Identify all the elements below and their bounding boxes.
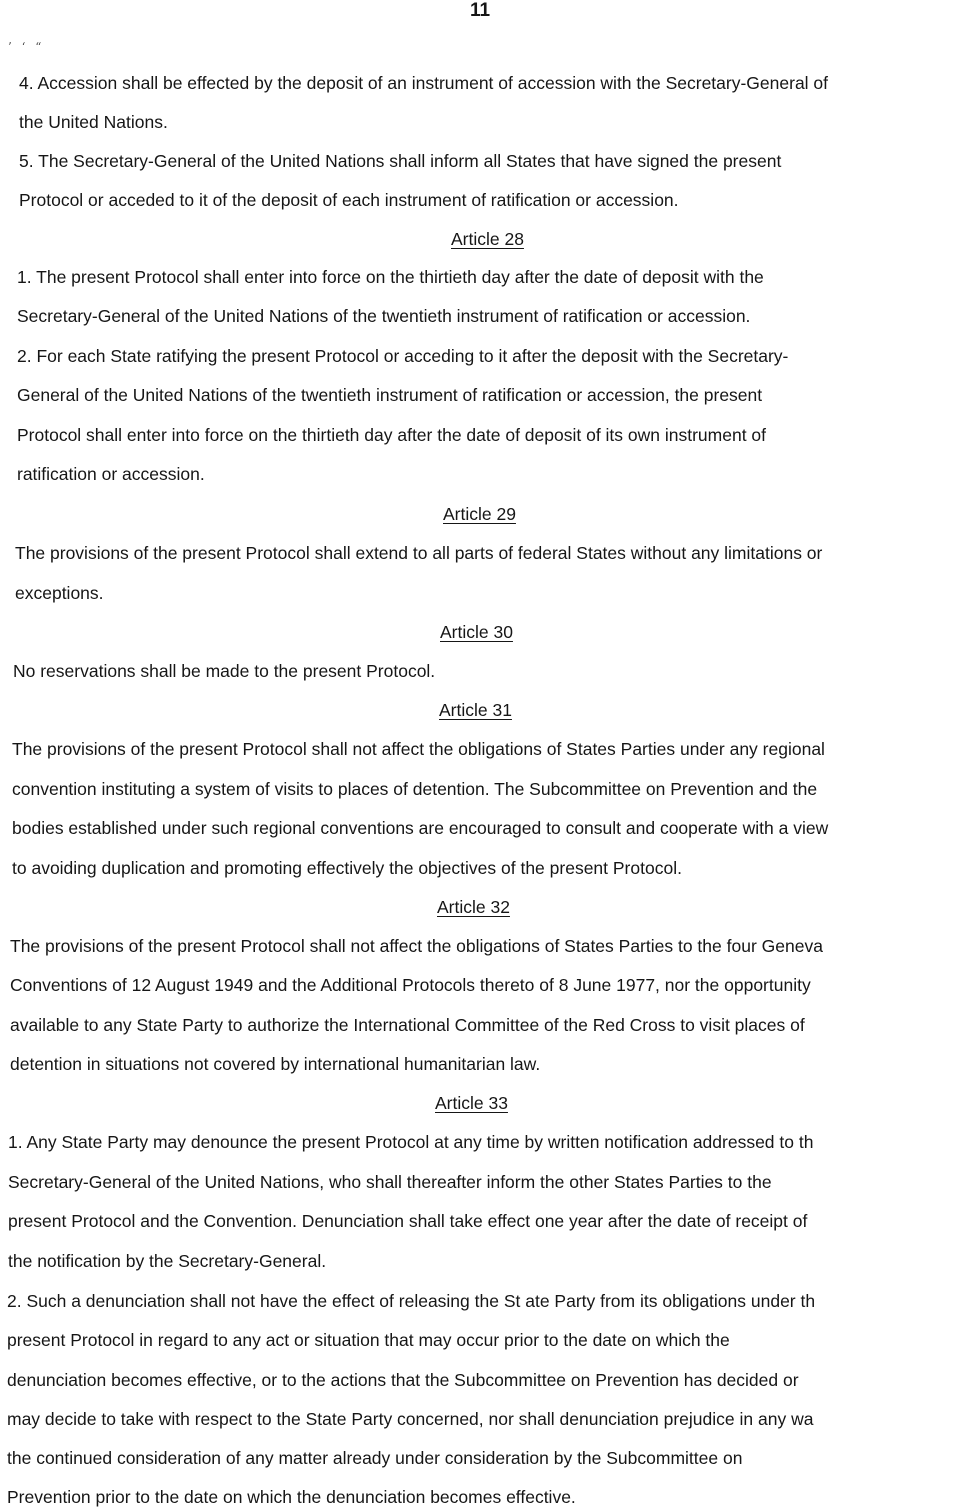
article-33-para-2-line: Prevention prior to the date on which the denunciation becomes effective. (7, 1487, 576, 1507)
article-31-para-line: to avoiding duplication and promoting effectively the objectives of the present Protocol. (12, 858, 682, 878)
article-28-para-2-line: Protocol shall enter into force on the thirtieth day after the date of deposit of its own instrument of (17, 425, 767, 445)
article-29-para-line: exceptions. (15, 583, 104, 603)
article-33-para-2-line: denunciation becomes effective, or to the actions that the Subcommittee on Prevention has decided or (7, 1370, 799, 1390)
article-29-heading: Article 29 (443, 504, 516, 524)
article-31-para-line: bodies established under such regional conventions are encouraged to consult and cooperate with a view (12, 818, 829, 838)
para-5-line: Protocol or acceded to it of the deposit of each instrument of ratification or accession. (19, 190, 679, 210)
page-number: 11 (469, 0, 491, 21)
article-31-para-line: convention instituting a system of visits to places of detention. The Subcommittee on Prevention and the (12, 779, 818, 799)
article-31-para-line: The provisions of the present Protocol shall not affect the obligations of States Parties under any regional (12, 739, 825, 759)
para-5-line: 5. The Secretary-General of the United Nations shall inform all States that have signed the present (19, 151, 782, 171)
article-33-para-1-line: the notification by the Secretary-General. (8, 1251, 327, 1271)
article-33-para-2-line: present Protocol in regard to any act or situation that may occur prior to the date on which the (7, 1330, 730, 1350)
article-28-para-2-line: 2. For each State ratifying the present Protocol or acceding to it after the deposit with the Secretary- (17, 346, 789, 366)
article-33-para-2-line: the continued consideration of any matter already under consideration by the Subcommittee on (7, 1448, 743, 1468)
article-33-para-1-line: present Protocol and the Convention. Denunciation shall take effect one year after the date of receipt of (8, 1211, 808, 1231)
para-4-line: the United Nations. (19, 112, 168, 132)
article-32-para-line: Conventions of 12 August 1949 and the Additional Protocols thereto of 8 June 1977, nor the opportunity (10, 975, 811, 995)
article-32-para-line: available to any State Party to authorize the International Committee of the Red Cross to visit places of (10, 1015, 805, 1035)
article-28-para-2-line: General of the United Nations of the twentieth instrument of ratification or accession, the present (17, 385, 763, 405)
article-31-heading: Article 31 (439, 700, 512, 720)
article-32-heading: Article 32 (437, 897, 510, 917)
article-32-para-line: detention in situations not covered by international humanitarian law. (10, 1054, 541, 1074)
article-28-para-1-line: 1. The present Protocol shall enter into force on the thirtieth day after the date of deposit with the (17, 267, 764, 287)
article-28-para-2-line: ratification or accession. (17, 464, 205, 484)
article-30-para-line: No reservations shall be made to the present Protocol. (13, 661, 436, 681)
article-33-para-2-line: 2. Such a denunciation shall not have the effect of releasing the St ate Party from its obligations under th (7, 1291, 816, 1311)
para-4-line: 4. Accession shall be effected by the deposit of an instrument of accession with the Secretary-General of (19, 73, 829, 93)
article-28-para-1-line: Secretary-General of the United Nations of the twentieth instrument of ratification or accession. (17, 306, 751, 326)
article-33-heading: Article 33 (435, 1093, 508, 1113)
article-33-para-1-line: Secretary-General of the United Nations, who shall thereafter inform the other States Parties to the (8, 1172, 772, 1192)
article-32-para-line: The provisions of the present Protocol shall not affect the obligations of States Parties to the four Geneva (10, 936, 823, 956)
scan-marks: ’ ‘ “ (8, 40, 45, 54)
article-29-para-line: The provisions of the present Protocol shall extend to all parts of federal States without any limitations or (15, 543, 823, 563)
article-28-heading: Article 28 (451, 229, 524, 249)
article-30-heading: Article 30 (440, 622, 513, 642)
article-33-para-2-line: may decide to take with respect to the State Party concerned, nor shall denunciation prejudice in any wa (7, 1409, 814, 1429)
article-33-para-1-line: 1. Any State Party may denounce the present Protocol at any time by written notification addressed to th (8, 1132, 814, 1152)
